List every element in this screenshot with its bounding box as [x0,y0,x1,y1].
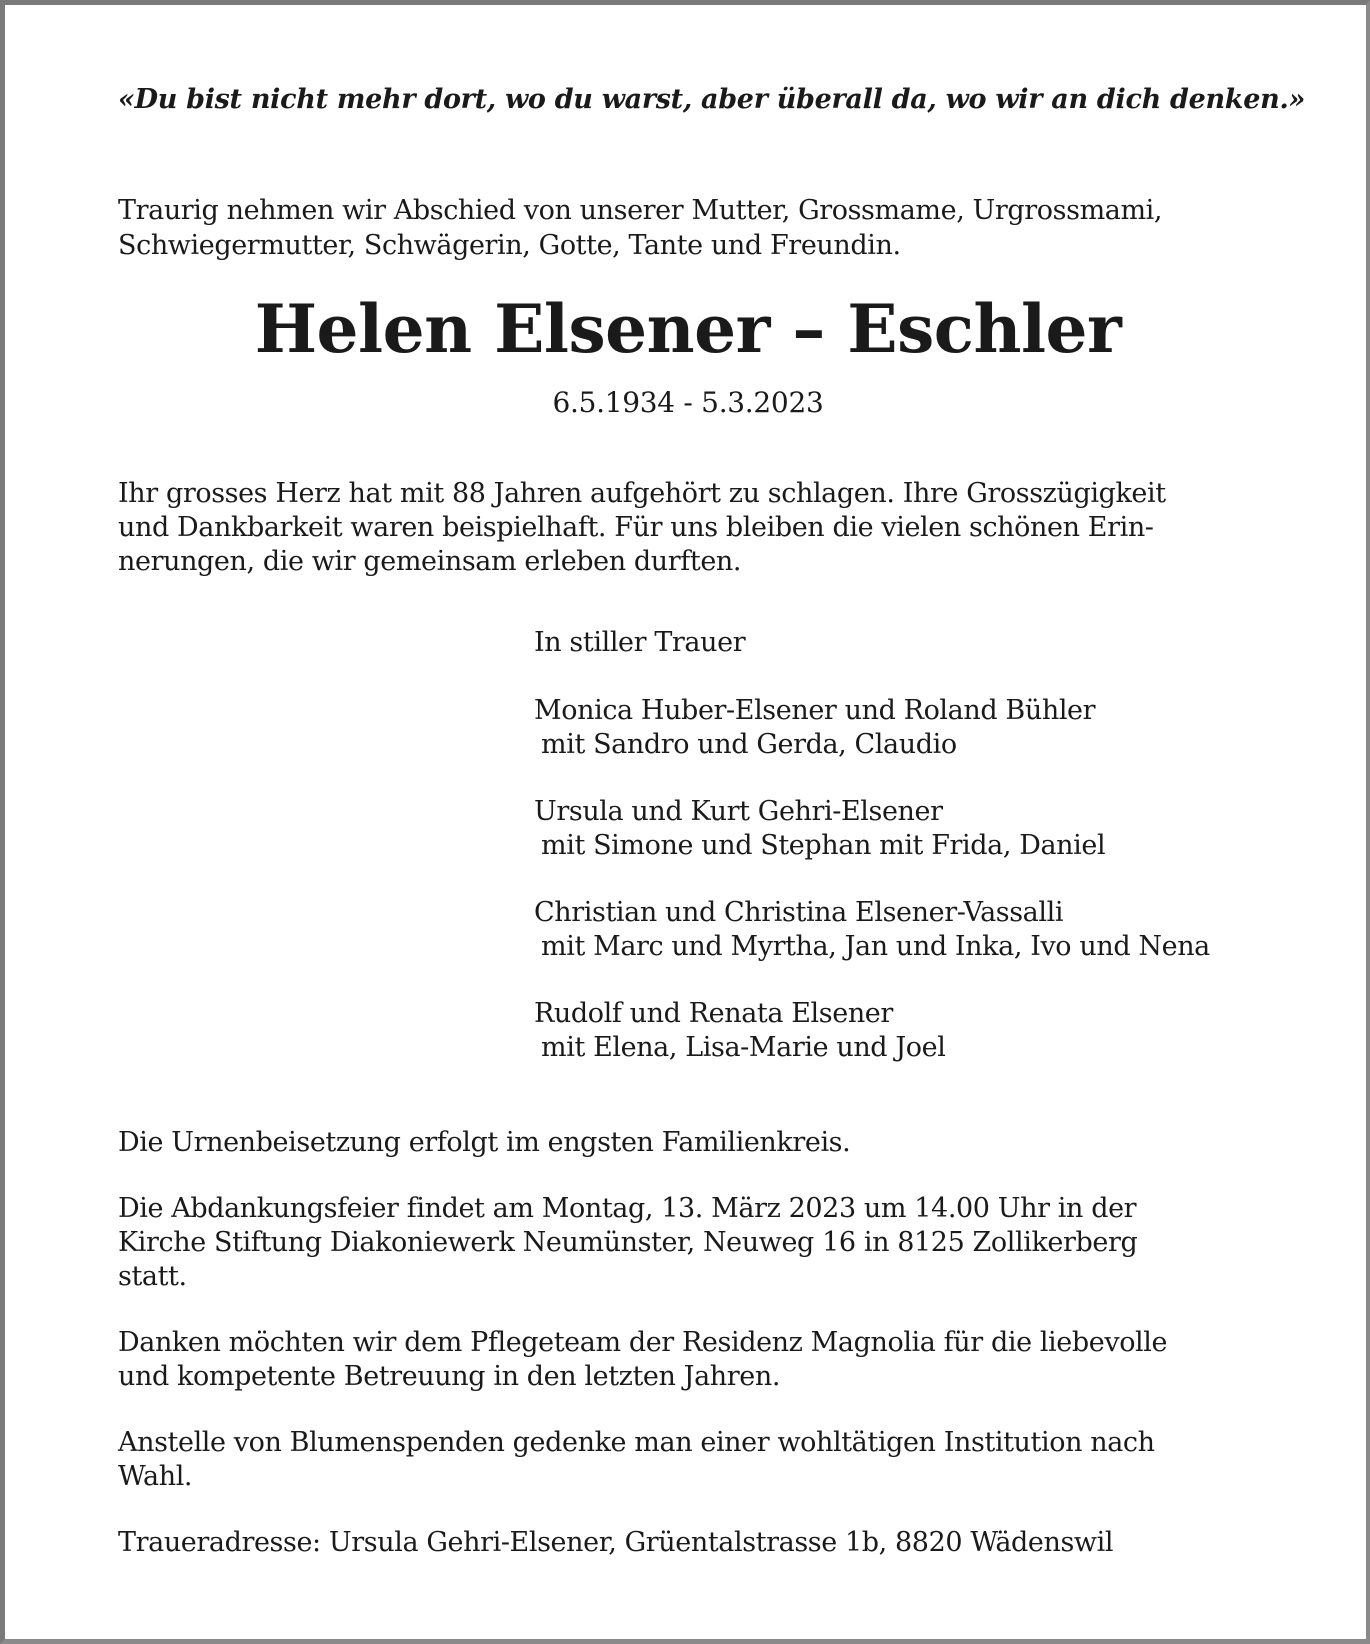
notices [118,1126,1258,1592]
thanks-notice [118,1326,1258,1394]
notice-line: Anstelle von Blumenspenden gedenke man einer wohltätigen Institution nach [118,1427,1155,1458]
mourner-sub: mit Elena, Lisa-Marie und Joel [541,1032,946,1063]
life-dates: 6.5.1934 - 5.3.2023 [552,386,824,419]
mourner-group [534,896,1264,964]
notice-line: Wahl. [118,1461,193,1492]
burial-notice [118,1126,1258,1160]
memorial-quote: «Du bist nicht mehr dort, wo du warst, aber überall da, wo wir an dich denken.» [118,84,1306,115]
notice-line: Kirche Stiftung Diakoniewerk Neumünster, Neuweg 16 in 8125 Zollikerberg [118,1227,1138,1258]
mourner-sub: mit Simone und Stephan mit Frida, Daniel [541,830,1106,861]
tribute-line: Ihr grosses Herz hat mit 88 Jahren aufgehört zu schlagen. Ihre Grosszügigkeit [118,478,1166,509]
mourners-list [534,626,1264,1098]
tribute-line: und Dankbarkeit waren beispielhaft. Für uns bleiben die vielen schönen Erin- [118,512,1154,543]
notice-line: Die Abdankungsfeier findet am Montag, 13. März 2023 um 14.00 Uhr in der [118,1193,1137,1224]
mourning-address [118,1526,1258,1560]
tribute-text [118,477,1258,579]
mourner-main: Monica Huber-Elsener und Roland Bühler [534,695,1096,726]
mourner-sub: mit Sandro und Gerda, Claudio [541,729,957,760]
ceremony-notice [118,1192,1258,1294]
mourner-group [534,694,1264,762]
donation-notice [118,1426,1258,1494]
intro-text [118,193,1258,263]
notice-line: und kompetente Betreuung in den letzten Jahren. [118,1361,781,1392]
mourner-main: Christian und Christina Elsener-Vassalli [534,897,1064,928]
tribute-line: nerungen, die wir gemeinsam erleben durften. [118,546,742,577]
mourner-group [534,795,1264,863]
notice-line: Traueradresse: Ursula Gehri-Elsener, Grüentalstrasse 1b, 8820 Wädenswil [118,1527,1114,1558]
deceased-name: Helen Elsener – Eschler [254,290,1122,368]
mourner-sub: mit Marc und Myrtha, Jan und Inka, Ivo und Nena [541,931,1210,962]
mourner-group [534,997,1264,1065]
notice-line: Die Urnenbeisetzung erfolgt im engsten Familienkreis. [118,1127,851,1158]
mourners-heading: In stiller Trauer [534,627,746,658]
mourner-main: Ursula und Kurt Gehri-Elsener [534,796,943,827]
intro-line: Traurig nehmen wir Abschied von unserer Mutter, Grossmame, Urgrossmami, [118,195,1163,226]
intro-line: Schwiegermutter, Schwägerin, Gotte, Tante und Freundin. [118,230,901,261]
notice-line: statt. [118,1261,187,1292]
mourner-main: Rudolf und Renata Elsener [534,998,893,1029]
notice-line: Danken möchten wir dem Pflegeteam der Residenz Magnolia für die liebevolle [118,1327,1168,1358]
